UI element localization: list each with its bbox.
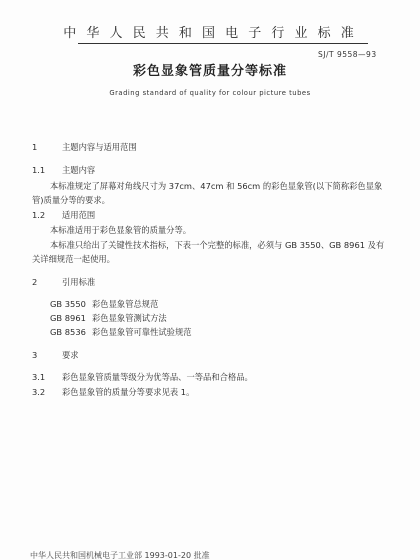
document-subtitle: Grading standard of quality for colour picture tubes [109, 89, 311, 97]
footer [30, 548, 390, 560]
header-title: 中 华 人 民 共 和 国 电 子 行 业 标 准 [63, 26, 357, 41]
reference-title: 彩色显象管测试方法 [92, 313, 167, 323]
section-3-2-number: 3.2 [32, 387, 46, 397]
section-3-1-number: 3.1 [32, 372, 46, 382]
section-1-1-line-2: 管)质量分等的要求。 [32, 195, 110, 205]
section-1-2-line-2: 本标准只给出了关键性技术指标，下表一个完整的标准，必须与 GB 3550、GB 8961 及有 [50, 240, 385, 250]
reference-title: 彩色显象管总规范 [92, 299, 159, 309]
reference-code: GB 8961 [50, 313, 86, 323]
section-3-1-text: 彩色显象管质量等级分为优等品、一等品和合格品。 [62, 372, 253, 382]
footer-text: 中华人民共和国机械电子工业部 1993-01-20 批准 [30, 551, 210, 560]
reference-title: 彩色显象管可靠性试验规范 [92, 327, 192, 337]
section-1-1-line-1: 本标准规定了屏幕对角线尺寸为 37cm、47cm 和 56cm 的彩色显象管(以下简称彩色显象 [50, 181, 383, 191]
section-3-number: 3 [32, 350, 38, 360]
section-3-2-text: 彩色显象管的质量分等要求见表 1。 [62, 387, 195, 397]
section-2-heading: 引用标准 [62, 277, 96, 287]
section-1-2-line-1: 本标准适用于彩色显象管的质量分等。 [50, 225, 192, 235]
section-1-2-heading: 适用范围 [62, 210, 96, 220]
section-1-number: 1 [32, 142, 38, 152]
section-1-2-line-3: 关详细规范一起使用。 [32, 254, 115, 264]
section-2-number: 2 [32, 277, 38, 287]
section-1-1-number: 1.1 [32, 165, 46, 175]
reference-code: GB 8536 [50, 327, 86, 337]
header-rule [78, 43, 368, 44]
reference-code: GB 3550 [50, 299, 86, 309]
section-1-heading: 主题内容与适用范围 [62, 142, 137, 152]
section-1-2-number: 1.2 [32, 210, 46, 220]
standard-number: SJ/T 9558—93 [318, 50, 377, 59]
document-title: 彩色显象管质量分等标准 [132, 64, 287, 79]
section-1-1-heading: 主题内容 [62, 165, 96, 175]
section-3-heading: 要求 [62, 350, 79, 360]
